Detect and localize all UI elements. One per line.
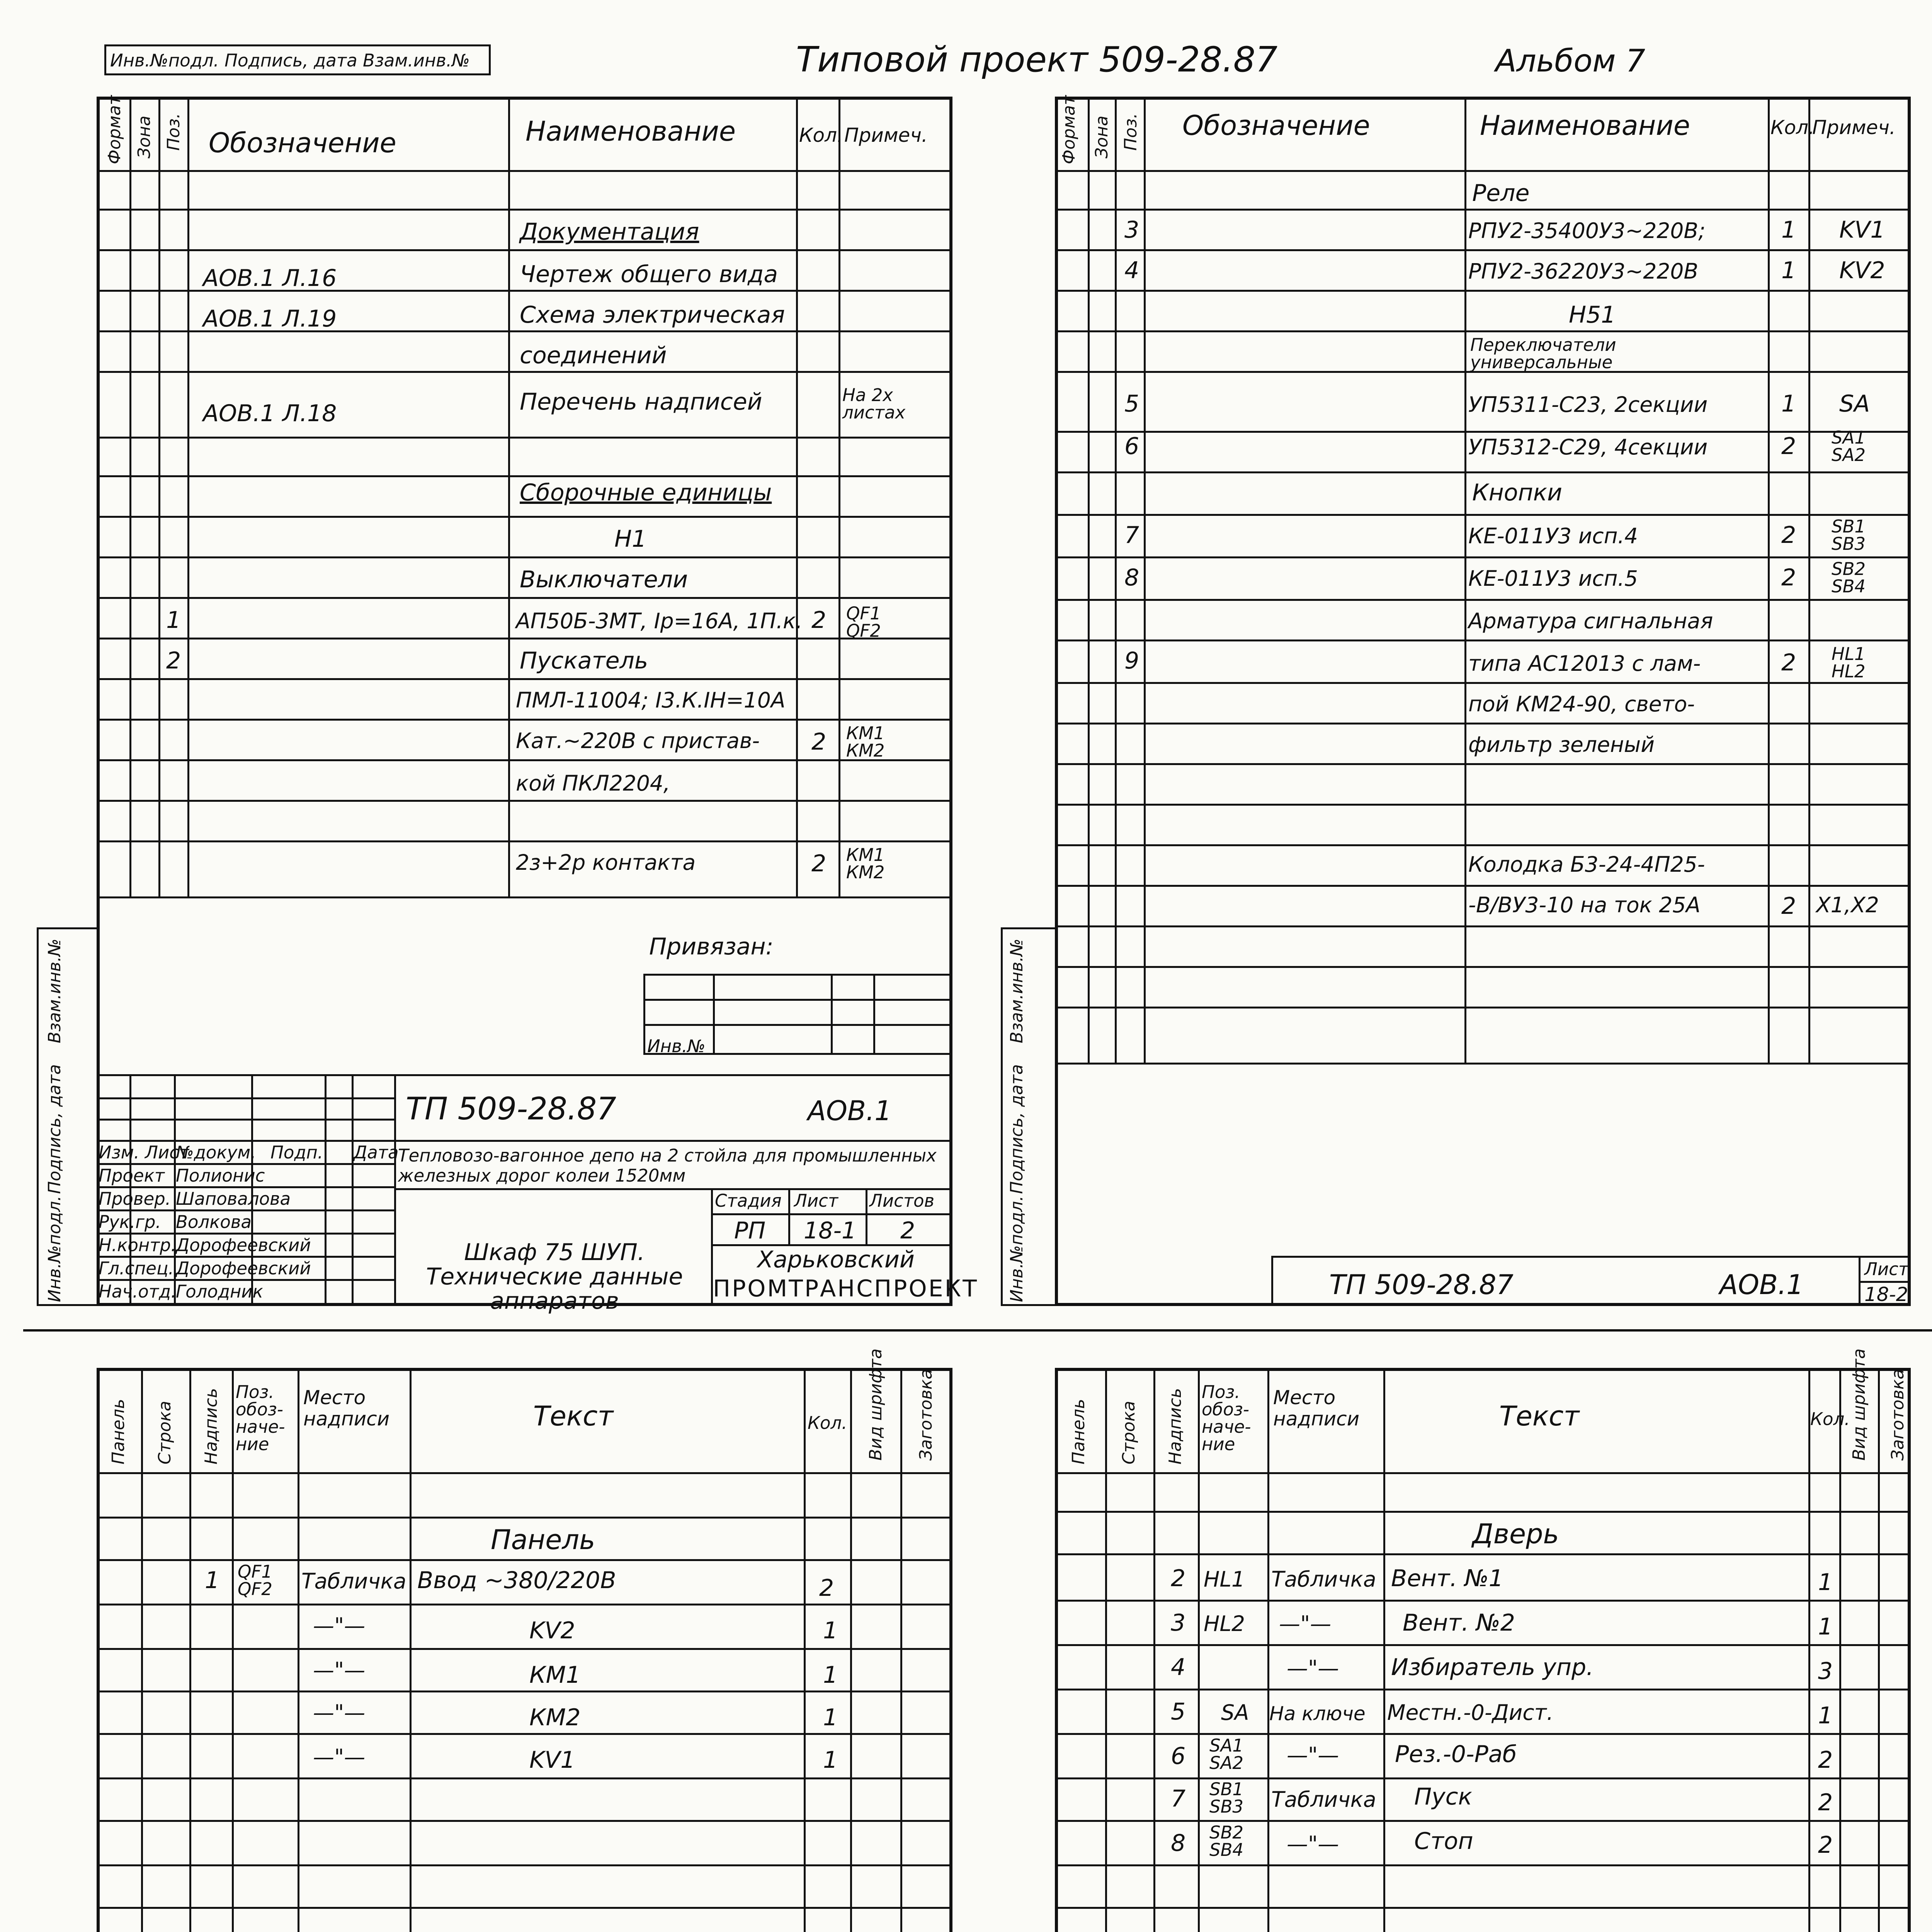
spec-row-naim: 2з+2р контакта xyxy=(516,850,696,875)
col-format: Формат xyxy=(1059,95,1079,164)
spec-row-naim: соединений xyxy=(520,342,667,369)
text-row-tekst: Местн.-0-Дист. xyxy=(1387,1700,1554,1725)
text-row-nadp: 2 xyxy=(1171,1565,1186,1592)
spec-row-prim: SA xyxy=(1839,390,1870,417)
text-row-kol: 1 xyxy=(823,1617,838,1644)
text-row-kol: 3 xyxy=(1818,1658,1833,1685)
text-row-tekst: Стоп xyxy=(1414,1828,1473,1855)
tb-stage: РП xyxy=(734,1217,766,1244)
text-row-tekst: KV1 xyxy=(529,1747,575,1774)
spec-row-naim: Колодка Б3-24-4П25- xyxy=(1468,852,1705,877)
col-nadpis: Надпись xyxy=(201,1388,221,1464)
side-vzam: Взам.инв.№ xyxy=(45,939,65,1043)
spec-row-prim: KV1 xyxy=(1839,216,1885,243)
col-tekst: Текст xyxy=(533,1400,614,1432)
col-prim: Примеч. xyxy=(844,124,928,146)
side-podp: Подпись, дата xyxy=(1007,1064,1027,1194)
tb-org: ПРОМТРАНСПРОЕКТ xyxy=(713,1275,978,1302)
page-divider xyxy=(23,1329,1932,1332)
text-row-poz: HL2 xyxy=(1204,1611,1245,1636)
spec-row-naim: ПМЛ-11004; I3.К.IН=10А xyxy=(516,688,786,713)
text-row-tekst: Ввод ~380/220В xyxy=(417,1567,616,1594)
text-row-poz: SB1 SB3 xyxy=(1209,1779,1244,1817)
text-row-poz: SB2 SB4 xyxy=(1209,1822,1244,1860)
spec-row-poz: 9 xyxy=(1124,647,1139,674)
name-prover: Шаповалова xyxy=(176,1189,291,1209)
text-row-tekst: Избиратель упр. xyxy=(1391,1654,1594,1681)
text-row-mesto: —"— xyxy=(1279,1611,1332,1636)
spec-row-naim: фильтр зеленый xyxy=(1468,732,1655,757)
name-glspec: Дорофеевский xyxy=(176,1258,311,1279)
tb-code: ТП 509-28.87 xyxy=(406,1091,617,1127)
small-stamp-doc: АОВ.1 xyxy=(1719,1269,1804,1301)
spec-row-naim: типа АС12013 с лам- xyxy=(1468,651,1701,676)
text-row-poz: HL1 xyxy=(1204,1567,1245,1592)
spec-row-kol: 1 xyxy=(1781,390,1796,417)
spec-row-prim: KV2 xyxy=(1839,257,1885,284)
text-row-nadp: 5 xyxy=(1171,1698,1186,1725)
spec-row-naim: Кнопки xyxy=(1472,479,1562,506)
spec-row-kol: 2 xyxy=(1781,433,1796,460)
spec-row-kol: 2 xyxy=(1781,649,1796,676)
role-nkontr: Н.контр. xyxy=(99,1235,177,1255)
spec-row-kol: 2 xyxy=(811,607,827,634)
text-row-kol: 1 xyxy=(1818,1702,1833,1729)
col-stroka: Строка xyxy=(155,1401,175,1464)
side-inv: Инв.№подл. xyxy=(1007,1196,1027,1302)
spec-row-prim: HL1 HL2 xyxy=(1832,644,1866,682)
col-podp: Подп. xyxy=(270,1142,323,1163)
spec-row-naim: Н1 xyxy=(614,526,647,553)
text-row-tekst: Рез.-0-Раб xyxy=(1395,1741,1517,1768)
col-poz: Поз. xyxy=(1121,113,1141,151)
col-zone: Зона xyxy=(1092,116,1112,158)
col-kol: Кол. xyxy=(808,1413,847,1433)
small-stamp-sheet-label: Лист xyxy=(1864,1259,1909,1279)
spec-row-naim: КЕ-011У3 исп.4 xyxy=(1468,524,1638,548)
col-naim: Наименование xyxy=(1480,110,1690,141)
text-row-kol: 2 xyxy=(1818,1747,1833,1774)
text-row-nadp: 3 xyxy=(1171,1609,1186,1636)
col-zone: Зона xyxy=(134,116,154,158)
spec-row-poz: 8 xyxy=(1124,564,1139,591)
spec-row-prim: КМ1 КМ2 xyxy=(846,723,885,761)
spec-row-kol: 1 xyxy=(1781,216,1796,243)
text-row-mesto: —"— xyxy=(1287,1832,1339,1856)
spec-row-poz: 2 xyxy=(166,647,181,674)
privyazan-label: Привязан: xyxy=(649,933,774,960)
spec-row-naim: Сборочные единицы xyxy=(520,479,772,506)
spec-row-oboz: АОВ.1 Л.19 xyxy=(203,305,337,332)
text-row-mesto: —"— xyxy=(1287,1656,1339,1680)
text-row-mesto: —"— xyxy=(313,1613,366,1638)
col-nadpis: Надпись xyxy=(1165,1388,1185,1464)
col-oboz: Обозначение xyxy=(209,127,396,159)
text-row-poz: QF1 QF2 xyxy=(238,1561,272,1599)
col-poz-oboz: Поз. обоз-наче-ние xyxy=(236,1382,285,1454)
name-rukgr: Волкова xyxy=(176,1212,252,1232)
tb-city: Харьковский xyxy=(757,1246,915,1273)
col-vid: Вид шрифта xyxy=(866,1348,886,1461)
text-row-mesto: На ключе xyxy=(1269,1702,1366,1725)
text-row-tekst: КМ2 xyxy=(529,1704,581,1731)
text-row-poz: SA1 SA2 xyxy=(1209,1735,1243,1773)
role-proekt: Проект xyxy=(99,1165,165,1186)
spec-row-oboz: АОВ.1 Л.18 xyxy=(203,400,337,427)
spec-row-naim: РПУ2-35400У3~220В; xyxy=(1468,218,1706,243)
text-row-kol: 2 xyxy=(819,1575,834,1602)
spec-row-prim: Х1,Х2 xyxy=(1816,893,1879,917)
spec-row-naim: АП50Б-3МТ, Iр=16А, 1П.к. xyxy=(516,609,803,633)
spec-row-prim: SB2 SB4 xyxy=(1832,559,1866,597)
spec-row-poz: 6 xyxy=(1124,433,1139,460)
group-heading: Панель xyxy=(491,1524,595,1556)
col-panel: Панель xyxy=(1069,1399,1088,1464)
text-row-mesto: —"— xyxy=(313,1700,366,1725)
text-row-poz: SA xyxy=(1221,1700,1249,1725)
spec-row-naim: Пускатель xyxy=(520,647,648,674)
col-stroka: Строка xyxy=(1119,1401,1139,1464)
text-row-mesto: —"— xyxy=(313,1658,366,1682)
spec-row-naim: Перечень надписей xyxy=(520,388,762,415)
col-prim: Примеч. xyxy=(1812,116,1896,139)
spec-row-poz: 4 xyxy=(1124,257,1139,284)
album-label: Альбом 7 xyxy=(1495,43,1645,79)
spec-row-poz: 7 xyxy=(1124,522,1139,549)
spec-row-prim: КМ1 КМ2 xyxy=(846,845,885,883)
col-oboz: Обозначение xyxy=(1182,110,1370,141)
spec-row-naim: Переключатели универсальные xyxy=(1470,335,1616,372)
tb-org-desc: Тепловозо-вагонное депо на 2 стойла для промышленных железных дорог колеи 1520мм xyxy=(398,1145,937,1186)
name-proekt: Полионис xyxy=(176,1165,265,1186)
col-tekst: Текст xyxy=(1499,1400,1580,1432)
role-prover: Провер. xyxy=(99,1189,171,1209)
spec-row-kol: 1 xyxy=(1781,257,1796,284)
text-row-kol: 1 xyxy=(1818,1613,1833,1640)
text-row-tekst: Вент. №1 xyxy=(1391,1565,1503,1592)
col-zagot: Заготовка xyxy=(1888,1369,1908,1461)
spec-row-kol: 2 xyxy=(811,850,827,877)
side-vzam: Взам.инв.№ xyxy=(1007,939,1027,1043)
name-ndokum: №докум. xyxy=(176,1142,256,1163)
col-poz-oboz: Поз. обоз-наче-ние xyxy=(1202,1382,1251,1454)
spec-row-kol: 2 xyxy=(1781,893,1796,920)
name-nachotd: Голодник xyxy=(176,1281,263,1302)
col-poz: Поз. xyxy=(164,113,184,151)
tb-sheet: 18-1 xyxy=(804,1217,857,1244)
text-row-tekst: КМ1 xyxy=(529,1662,581,1689)
spec-row-naim: Чертеж общего вида xyxy=(520,261,778,288)
text-row-mesto: Табличка xyxy=(301,1569,406,1594)
spec-row-naim: УП5312-С29, 4секции xyxy=(1468,435,1708,459)
text-row-kol: 1 xyxy=(823,1662,838,1689)
text-row-mesto: Табличка xyxy=(1271,1567,1376,1592)
text-row-mesto: Табличка xyxy=(1271,1787,1376,1812)
spec-row-naim: Схема электрическая xyxy=(520,301,785,328)
spec-row-naim: УП5311-С23, 2секции xyxy=(1468,392,1708,417)
text-row-tekst: Вент. №2 xyxy=(1403,1609,1515,1636)
name-nkontr: Дорофеевский xyxy=(176,1235,311,1255)
text-row-mesto: —"— xyxy=(1287,1743,1339,1767)
text-row-kol: 1 xyxy=(823,1747,838,1774)
text-row-mesto: —"— xyxy=(313,1745,366,1769)
role-rukgr: Рук.гр. xyxy=(99,1212,161,1232)
tb-sheet-name: Шкаф 75 ШУП. Технические данные аппаратов xyxy=(426,1239,683,1315)
side-inv: Инв.№подл. xyxy=(45,1196,65,1302)
col-zagot: Заготовка xyxy=(916,1369,936,1461)
small-stamp-sheet: 18-2 xyxy=(1864,1283,1908,1306)
role-glspec: Гл.спец. xyxy=(99,1258,174,1279)
col-naim: Наименование xyxy=(526,116,736,147)
small-stamp-code: ТП 509-28.87 xyxy=(1329,1269,1514,1301)
spec-row-naim: Документация xyxy=(520,218,699,245)
text-row-tekst: KV2 xyxy=(529,1617,575,1644)
role-nachotd: Нач.отд. xyxy=(99,1281,177,1302)
tb-sheets-label: Листов xyxy=(869,1190,935,1211)
spec-row-naim: Выключатели xyxy=(520,566,688,593)
text-row-tekst: Пуск xyxy=(1414,1783,1472,1810)
spec-row-naim: -В/ВУ3-10 на ток 25А xyxy=(1468,893,1701,917)
spec-row-prim: SB1 SB3 xyxy=(1832,516,1866,554)
spec-row-prim: SA1 SA2 xyxy=(1832,427,1866,465)
spec-row-naim: Кат.~220В с пристав- xyxy=(516,728,760,753)
tb-sheet-label: Лист xyxy=(794,1190,838,1211)
col-mesto: Место надписи xyxy=(1273,1386,1360,1430)
col-kol: Кол. xyxy=(799,124,843,146)
spec-row-naim: КЕ-011У3 исп.5 xyxy=(1468,566,1638,591)
tb-doc: АОВ.1 xyxy=(808,1095,892,1127)
text-row-kol: 2 xyxy=(1818,1789,1833,1816)
spec-row-kol: 2 xyxy=(1781,522,1796,549)
spec-row-kol: 2 xyxy=(811,728,827,755)
text-row-kol: 1 xyxy=(823,1704,838,1731)
spec-row-naim: Арматура сигнальная xyxy=(1468,609,1713,633)
spec-row-naim: Реле xyxy=(1472,180,1530,207)
inv-label: Инв.№ xyxy=(647,1036,706,1056)
col-panel: Панель xyxy=(109,1399,128,1464)
spec-row-poz: 3 xyxy=(1124,216,1139,243)
text-row-nadp: 6 xyxy=(1171,1743,1186,1770)
col-kol: Кол. xyxy=(1810,1409,1850,1429)
header-stamp-box xyxy=(104,44,491,75)
spec-row-prim: На 2х листах xyxy=(842,385,906,423)
text-row-nadp: 7 xyxy=(1171,1785,1186,1812)
side-podp: Подпись, дата xyxy=(45,1064,65,1194)
text-row-nadp: 1 xyxy=(205,1567,220,1594)
text-row-kol: 2 xyxy=(1818,1832,1833,1859)
header-stamp: Инв.№подл. Подпись, дата Взам.инв.№ xyxy=(110,50,470,71)
spec-row-oboz: АОВ.1 Л.16 xyxy=(203,265,337,292)
spec-row-kol: 2 xyxy=(1781,564,1796,591)
col-mesto: Место надписи xyxy=(303,1386,390,1430)
text-row-kol: 1 xyxy=(1818,1569,1833,1596)
text-row-nadp: 8 xyxy=(1171,1830,1186,1857)
document-title: Типовой проект 509-28.87 xyxy=(796,39,1278,80)
spec-row-poz: 5 xyxy=(1124,390,1139,417)
tb-stage-label: Стадия xyxy=(715,1190,782,1211)
spec-row-prim: QF1 QF2 xyxy=(846,603,881,641)
spec-row-naim: кой ПКЛ2204, xyxy=(516,771,670,796)
col-vid: Вид шрифта xyxy=(1849,1348,1869,1461)
tb-sheets: 2 xyxy=(900,1217,915,1244)
col-format: Формат xyxy=(105,95,124,164)
spec-row-naim: Н51 xyxy=(1569,301,1616,328)
spec-row-naim: РПУ2-36220У3~220В xyxy=(1468,259,1699,284)
spec-row-naim: пой КМ24-90, свето- xyxy=(1468,692,1695,716)
col-kol: Кол. xyxy=(1770,116,1815,139)
sheet-text-left xyxy=(97,1368,952,1932)
role-izm: Изм. Лист xyxy=(99,1142,189,1163)
group-heading: Дверь xyxy=(1472,1518,1559,1550)
spec-row-poz: 1 xyxy=(166,607,181,634)
text-row-nadp: 4 xyxy=(1171,1654,1186,1681)
col-data: Дата xyxy=(354,1142,399,1163)
